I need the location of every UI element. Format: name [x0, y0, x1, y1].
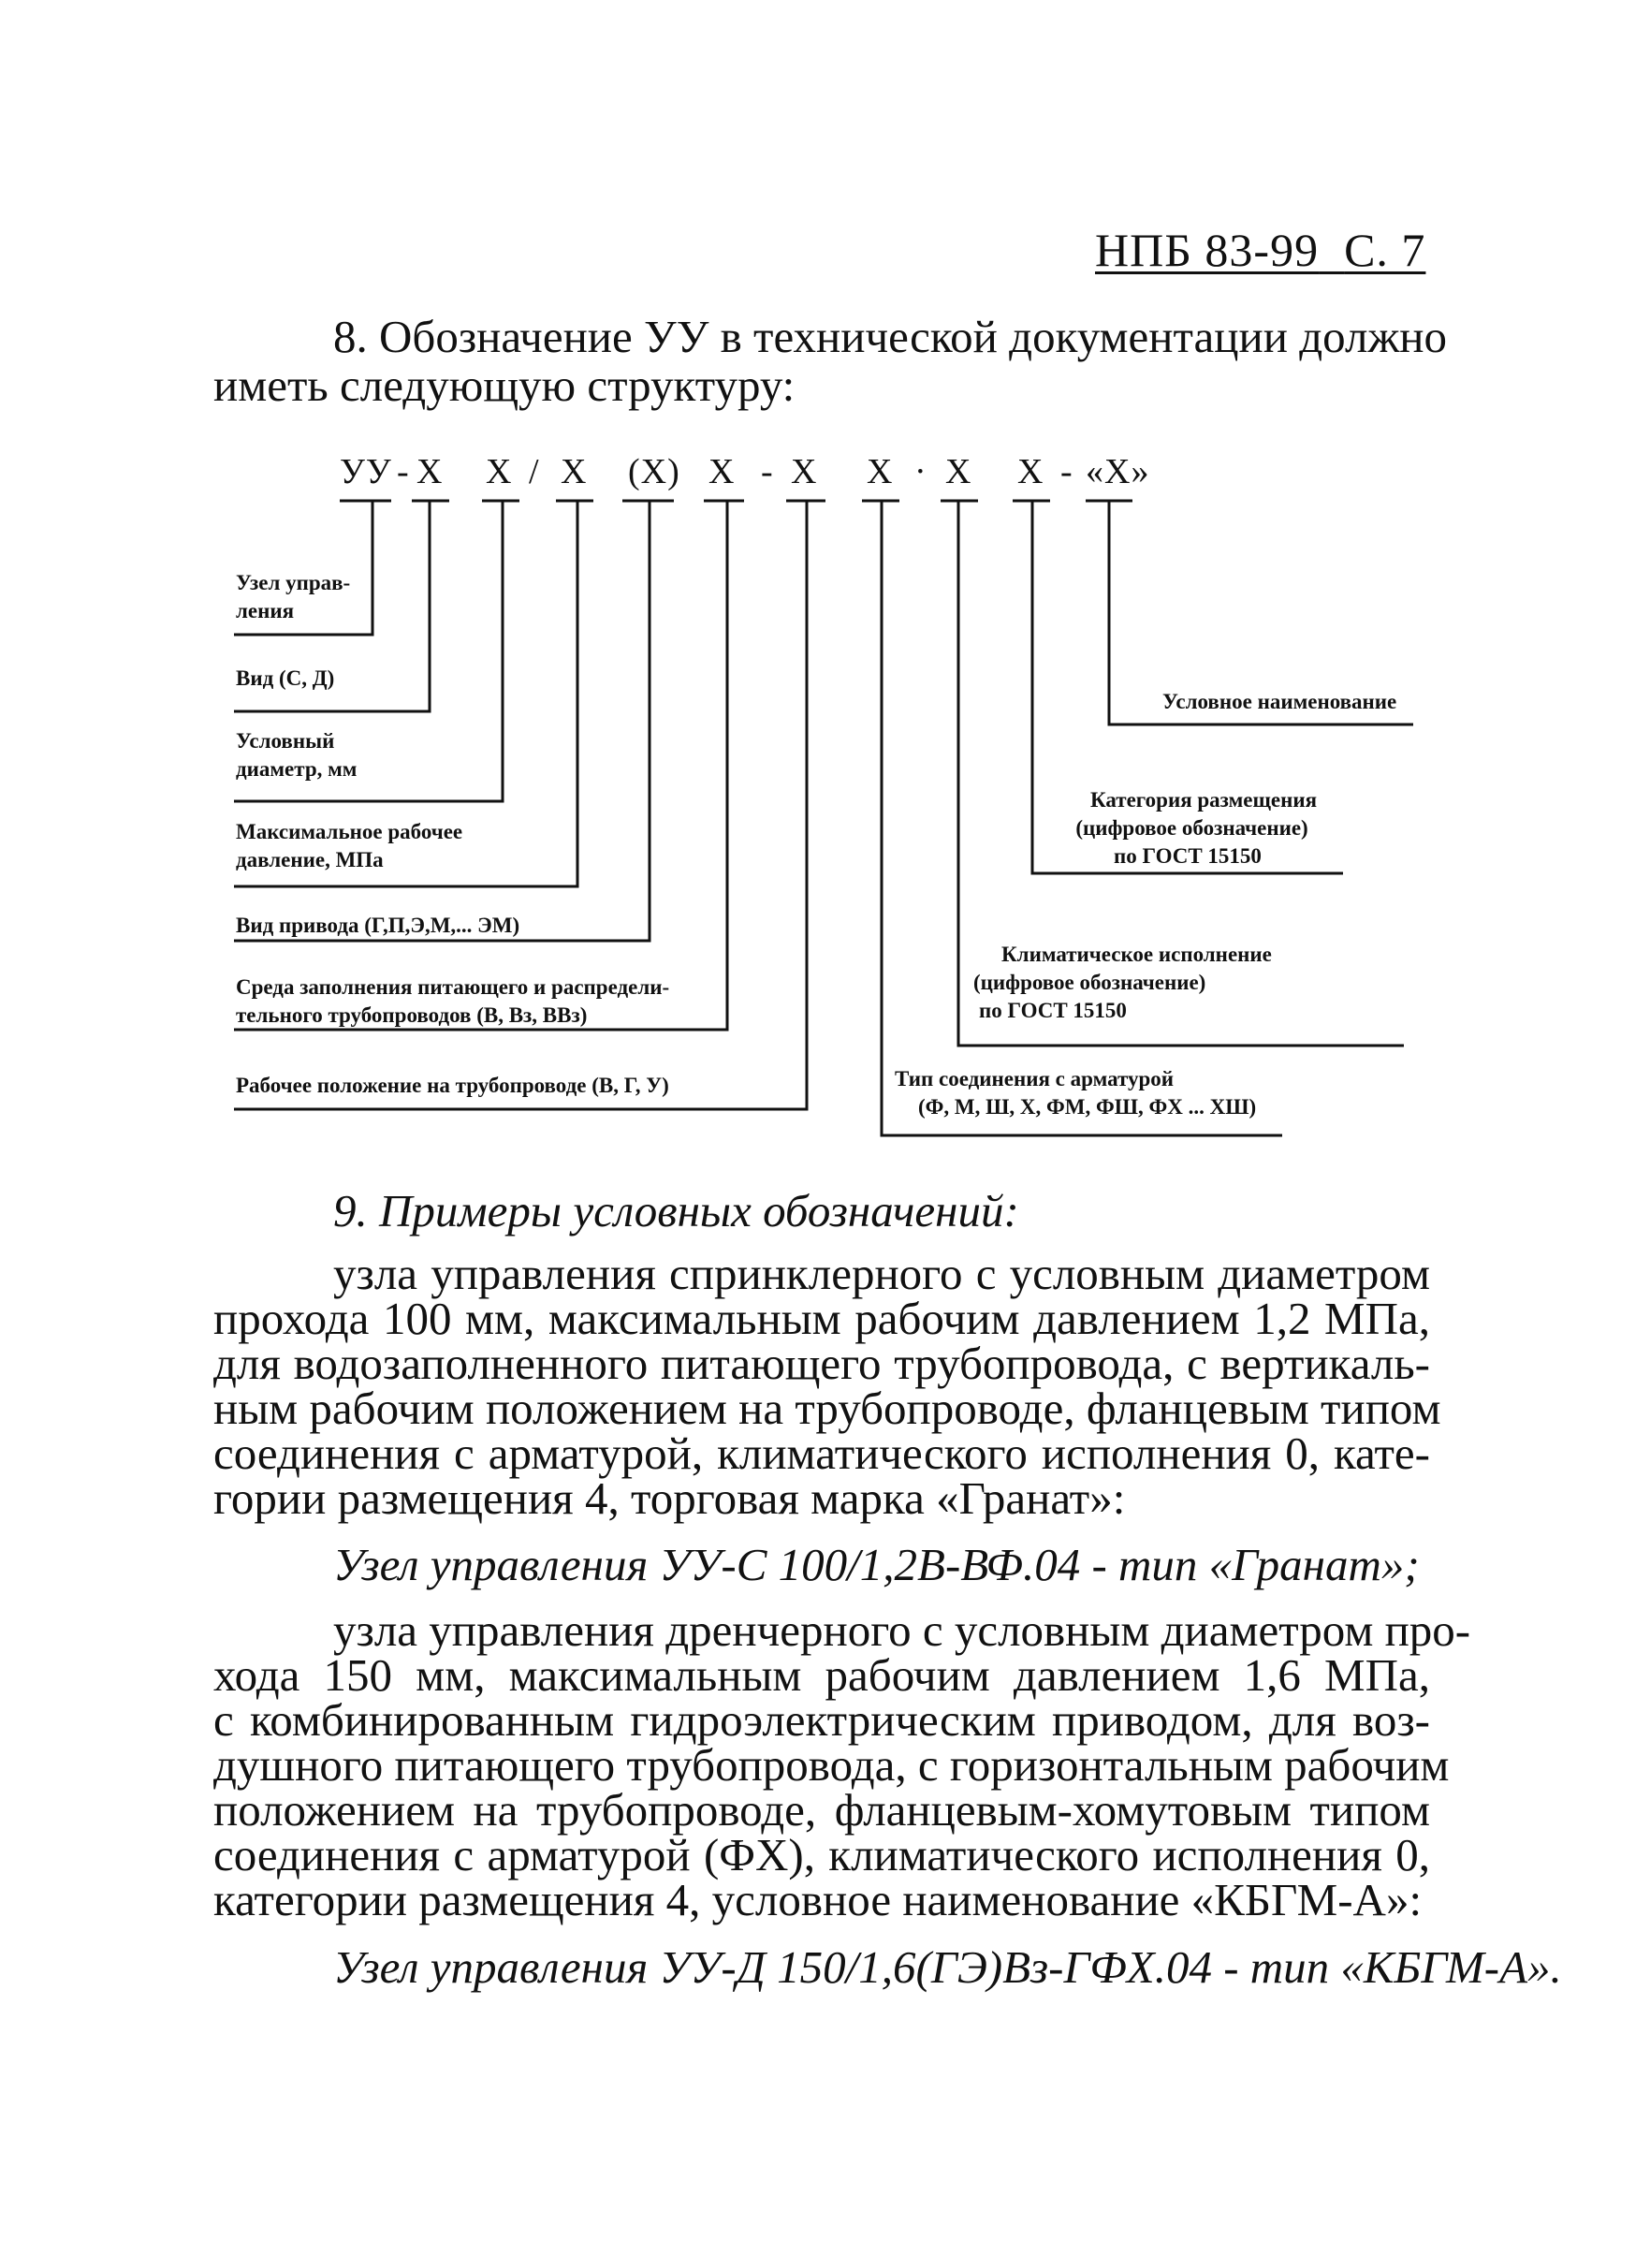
- example-2-result: Узел управления УУ-Д 150/1,6(ГЭ)Вз-ГФХ.04 - тип «КБГМ-А».: [333, 1941, 1562, 1993]
- example-2-line: соединения с арматурой (ФХ), климатического исполнения 0,: [213, 1829, 1430, 1880]
- label-kind: Вид (С, Д): [236, 666, 335, 690]
- code-part: ·: [914, 452, 927, 491]
- code-part: Х: [708, 452, 736, 491]
- code-part: -: [397, 452, 410, 491]
- label-medium: Среда заполнения питающего и распредели- тельного трубопроводов (В, Вз, ВВз): [236, 975, 670, 1027]
- code-part: -: [761, 452, 774, 491]
- example-1-line: соединения с арматурой, климатического исполнения 0, кате-: [213, 1427, 1430, 1479]
- code-part: УУ: [340, 452, 392, 491]
- example-1-line: прохода 100 мм, максимальным рабочим давлением 1,2 МПа,: [213, 1293, 1430, 1344]
- example-1-line: ным рабочим положением на трубопроводе, фланцевым типом: [213, 1383, 1441, 1434]
- example-2-line: узла управления дренчерного с условным диаметром про-: [333, 1604, 1471, 1656]
- label-climate: Климатическое исполнение (цифровое обозначение) по ГОСТ 15150: [973, 943, 1272, 1022]
- document-code: НПБ 83-99: [1095, 224, 1320, 276]
- example-2-line: с комбинированным гидроэлектрическим приводом, для воз-: [213, 1694, 1430, 1746]
- code-part: Х: [486, 452, 513, 491]
- code-part: Х: [945, 452, 972, 491]
- label-diameter: Условный диаметр, мм: [236, 729, 358, 781]
- section-9-title: 9. Примеры условных обозначений:: [333, 1185, 1019, 1236]
- label-pressure: Максимальное рабочее давление, МПа: [236, 820, 463, 871]
- example-2-line: душного питающего трубопровода, с горизонтальным рабочим: [213, 1739, 1450, 1791]
- label-position: Рабочее положение на трубопроводе (В, Г, У): [236, 1074, 669, 1097]
- code-part: Х: [791, 452, 818, 491]
- example-1-result: Узел управления УУ-С 100/1,2В-ВФ.04 - тип «Гранат»;: [333, 1539, 1420, 1590]
- label-category: Категория размещения (цифровое обозначение) по ГОСТ 15150: [1075, 788, 1318, 868]
- label-unit: Узел управ- ления: [236, 571, 351, 622]
- code-part: -: [1060, 452, 1073, 491]
- example-2-line: категории размещения 4, условное наименование «КБГМ-А»:: [213, 1874, 1423, 1925]
- code-part: Х: [561, 452, 588, 491]
- section-8-line-1: 8. Обозначение УУ в технической документации должно: [333, 311, 1448, 362]
- code-part: (Х): [628, 452, 680, 491]
- example-1-line: гории размещения 4, торговая марка «Гранат»:: [213, 1472, 1126, 1524]
- example-2-line: хода 150 мм, максимальным рабочим давлением 1,6 МПа,: [213, 1649, 1430, 1701]
- label-connection: Тип соединения с арматурой (Ф, М, Ш, Х, ФМ, ФШ, ФХ ... ХШ): [895, 1067, 1257, 1119]
- code-part: Х: [1017, 452, 1044, 491]
- page-number: С. 7: [1344, 224, 1426, 276]
- code-part: Х: [416, 452, 444, 491]
- code-part: /: [529, 452, 540, 491]
- code-part: Х: [867, 452, 894, 491]
- example-1-line: для водозаполненного питающего трубопровода, с вертикаль-: [213, 1338, 1430, 1389]
- example-1-line: узла управления спринклерного с условным диаметром: [333, 1248, 1430, 1299]
- example-2-line: положением на трубопроводе, фланцевым-хомутовым типом: [213, 1784, 1430, 1836]
- section-8-line-2: иметь следующую структуру:: [213, 359, 796, 411]
- label-name: Условное наименование: [1162, 690, 1397, 713]
- code-part: «Х»: [1086, 452, 1150, 491]
- label-drive: Вид привода (Г,П,Э,М,... ЭМ): [236, 914, 520, 937]
